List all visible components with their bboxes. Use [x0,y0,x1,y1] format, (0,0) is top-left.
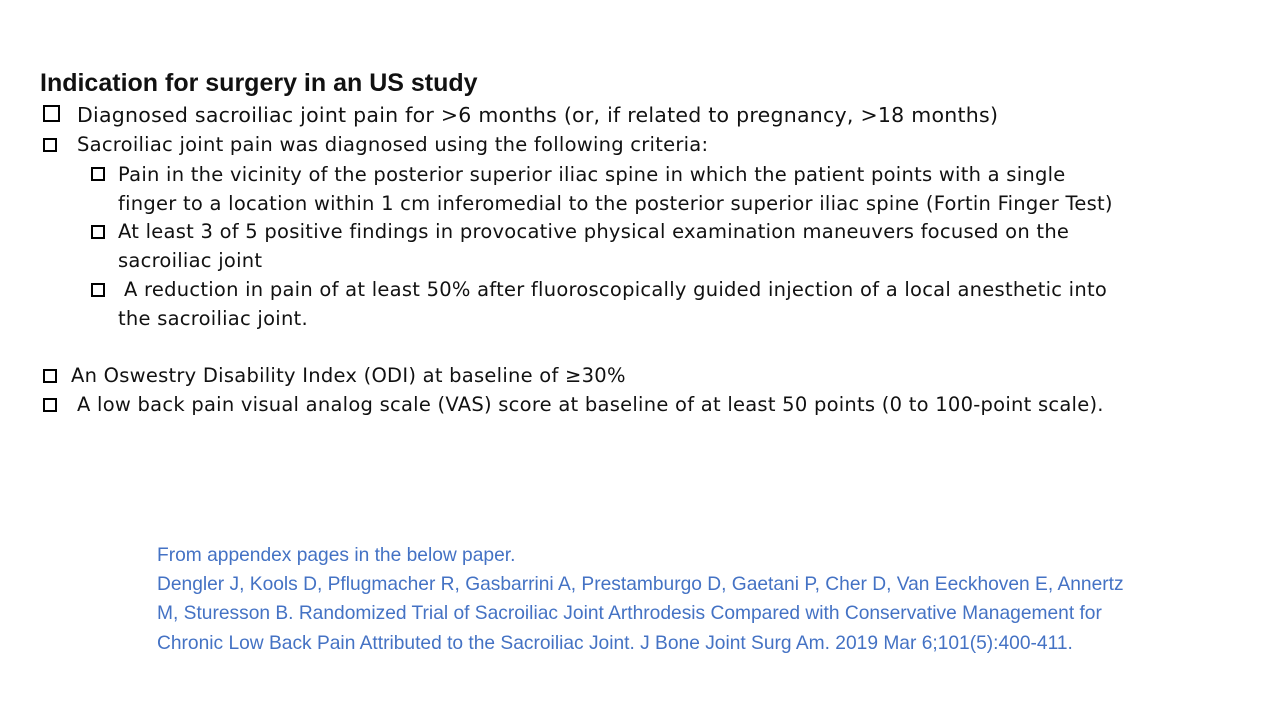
checkbox-icon [91,225,105,239]
criterion-vas: A low back pain visual analog scale (VAS) score at baseline of at least 50 points (0 to 100-point scale). [77,393,1104,416]
subcriterion-injection-line1: A reduction in pain of at least 50% after fluoroscopically guided injection of a local anesthetic into [124,278,1108,301]
checkbox-icon [91,167,105,181]
criterion-odi: An Oswestry Disability Index (ODI) at baseline of ≥30% [71,364,626,387]
criterion-diagnosis: Sacroiliac joint pain was diagnosed using the following criteria: [77,133,709,156]
subcriterion-fortin-line1: Pain in the vicinity of the posterior superior iliac spine in which the patient points with a single [118,163,1066,186]
citation-reference-line: Dengler J, Kools D, Pflugmacher R, Gasbarrini A, Prestamburgo D, Gaetani P, Cher D, Van Eeckhoven E, Annertz [157,574,1124,596]
subcriterion-injection-line2: the sacroiliac joint. [118,307,308,330]
checkbox-icon [43,398,57,412]
subcriterion-provocative-line2: sacroiliac joint [118,249,263,272]
citation-source-note: From appendex pages in the below paper. [157,545,516,566]
checkbox-icon [91,283,105,297]
citation-reference-line: Chronic Low Back Pain Attributed to the Sacroiliac Joint. J Bone Joint Surg Am. 2019 Mar 6;101(5):400-411. [157,632,1073,654]
citation-block [157,541,1257,658]
checkbox-icon [43,138,57,152]
checkbox-icon [43,369,57,383]
criterion-duration: Diagnosed sacroiliac joint pain for >6 months (or, if related to pregnancy, >18 months) [77,103,999,127]
subcriterion-provocative-line1: At least 3 of 5 positive findings in provocative physical examination maneuvers focused on the [118,220,1070,243]
checkbox-icon [43,105,60,122]
citation-reference-line: M, Sturesson B. Randomized Trial of Sacroiliac Joint Arthrodesis Compared with Conservative Management for [157,603,1102,625]
slide-title: Indication for surgery in an US study [40,69,478,97]
subcriterion-fortin-line2: finger to a location within 1 cm inferomedial to the posterior superior iliac spine (Fortin Finger Test) [118,192,1113,215]
